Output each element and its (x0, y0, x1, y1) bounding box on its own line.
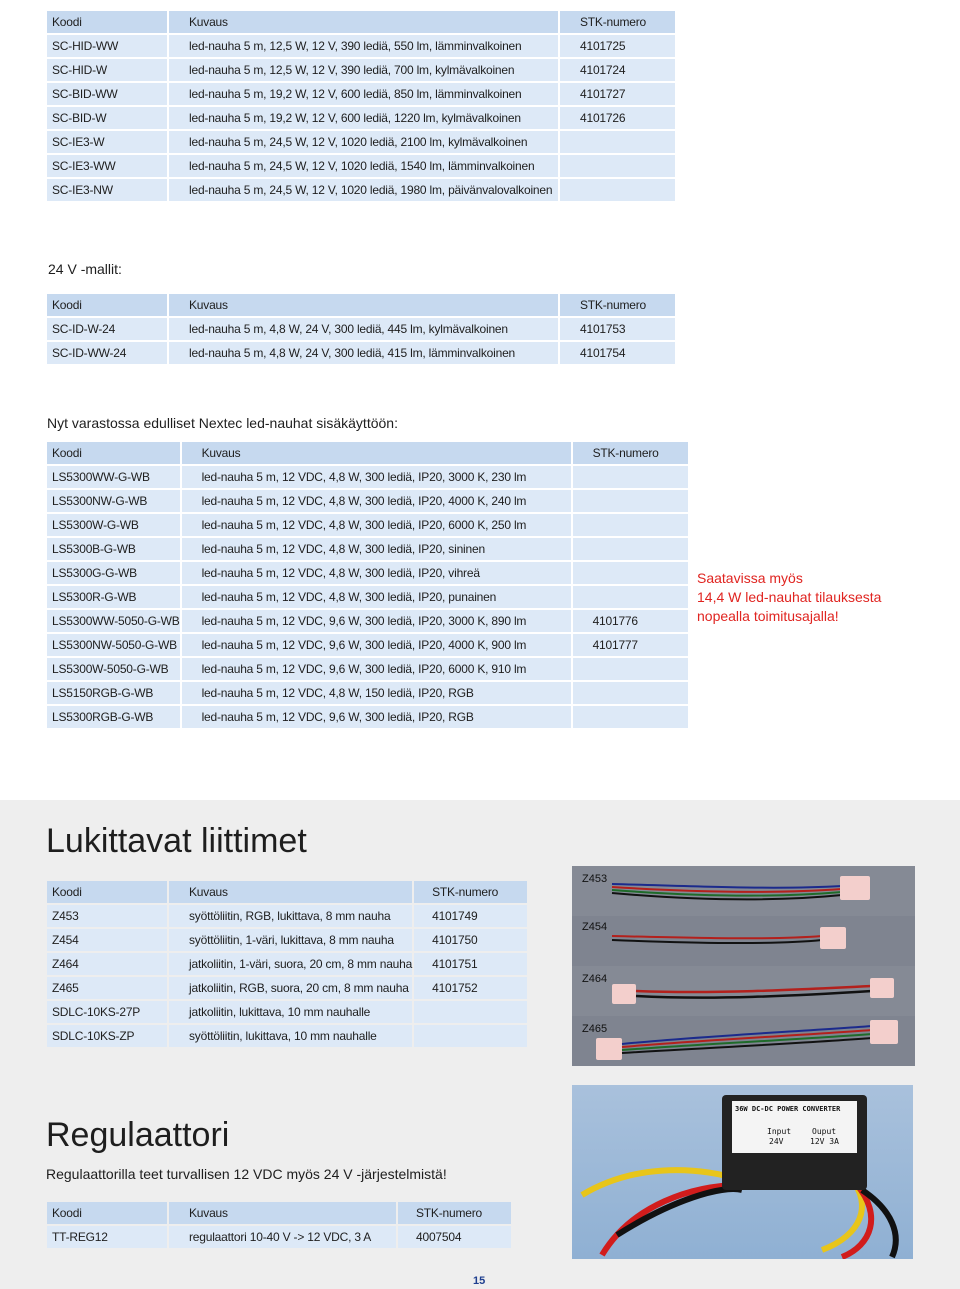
cell-code: LS5300G-G-WB (47, 562, 180, 584)
cell-num (560, 179, 675, 201)
cell-code: SDLC-10KS-ZP (47, 1025, 167, 1047)
cell-code: SC-IE3-W (47, 131, 167, 153)
cell-desc: led-nauha 5 m, 24,5 W, 12 V, 1020 lediä, 1540 lm, lämminvalkoinen (169, 155, 558, 177)
cell-code: LS5300WW-5050-G-WB (47, 610, 180, 632)
photo-label-z464: Z464 (582, 973, 608, 985)
table-row (47, 634, 688, 656)
table-row (47, 342, 675, 364)
device-label-input: Input (767, 1127, 792, 1136)
cell-desc: syöttöliitin, lukittava, 10 mm nauhalle (169, 1025, 412, 1047)
cell-code: LS5300RGB-G-WB (47, 706, 180, 728)
cell-num: 4101777 (573, 634, 688, 656)
header-num: STK-numero (560, 11, 675, 33)
regulator-title: Regulaattori (46, 1116, 230, 1154)
table-row (47, 131, 675, 153)
connector-plug (870, 978, 894, 998)
section-title-24v: 24 V -mallit: (48, 261, 122, 277)
table-row (47, 953, 527, 975)
table-row (47, 658, 688, 680)
cell-num: 4101750 (414, 929, 527, 951)
cell-code: SC-HID-W (47, 59, 167, 81)
cell-desc: syöttöliitin, 1-väri, lukittava, 8 mm nauha (169, 929, 412, 951)
header-num: STK-numero (573, 442, 688, 464)
cell-desc: led-nauha 5 m, 12 VDC, 4,8 W, 300 lediä, IP20, sininen (182, 538, 571, 560)
cell-desc: led-nauha 5 m, 12 VDC, 4,8 W, 300 lediä, IP20, 4000 K, 240 lm (182, 490, 571, 512)
cell-num: 4007504 (398, 1226, 511, 1248)
cell-num: 4101725 (560, 35, 675, 57)
table-row (47, 155, 675, 177)
table-connectors (45, 879, 529, 1049)
availability-note (697, 569, 881, 626)
cell-code: LS5300B-G-WB (47, 538, 180, 560)
table-row (47, 514, 688, 536)
device-label-input-value: 24V (769, 1137, 784, 1146)
photo-label-z453: Z453 (582, 873, 608, 885)
device-label-output-value: 12V 3A (810, 1137, 839, 1146)
table-header (47, 881, 527, 903)
cell-num: 4101724 (560, 59, 675, 81)
table-row (47, 318, 675, 340)
cell-code: LS5300W-5050-G-WB (47, 658, 180, 680)
cell-num (573, 466, 688, 488)
table-row (47, 905, 527, 927)
cell-num: 4101727 (560, 83, 675, 105)
cell-desc: led-nauha 5 m, 4,8 W, 24 V, 300 lediä, 445 lm, kylmävalkoinen (169, 318, 558, 340)
table-header (47, 442, 688, 464)
cell-num: 4101776 (573, 610, 688, 632)
cell-code: Z465 (47, 977, 167, 999)
header-desc: Kuvaus (169, 294, 558, 316)
cell-code: LS5150RGB-G-WB (47, 682, 180, 704)
table-regulator (45, 1200, 513, 1250)
header-num: STK-numero (560, 294, 675, 316)
table-row (47, 35, 675, 57)
table-row (47, 179, 675, 201)
connector-plug (596, 1038, 622, 1060)
table-12v (45, 9, 677, 203)
device-label-title: 36W DC-DC POWER CONVERTER (735, 1105, 841, 1113)
table-header (47, 294, 675, 316)
cell-num (573, 706, 688, 728)
header-code: Koodi (47, 294, 167, 316)
connector-cables-image (572, 866, 915, 1066)
photo-label-z454: Z454 (582, 921, 608, 933)
cell-desc: led-nauha 5 m, 12 VDC, 4,8 W, 300 lediä, IP20, punainen (182, 586, 571, 608)
cell-desc: led-nauha 5 m, 12 VDC, 9,6 W, 300 lediä, IP20, 4000 K, 900 lm (182, 634, 571, 656)
header-num: STK-numero (414, 881, 527, 903)
cell-desc: regulaattori 10-40 V -> 12 VDC, 3 A (169, 1226, 396, 1248)
device-label-output: Ouput (812, 1127, 837, 1136)
table-row (47, 929, 527, 951)
cell-num (573, 514, 688, 536)
cell-desc: jatkoliitin, lukittava, 10 mm nauhalle (169, 1001, 412, 1023)
cell-code: LS5300WW-G-WB (47, 466, 180, 488)
cell-code: SC-BID-WW (47, 83, 167, 105)
header-code: Koodi (47, 11, 167, 33)
cell-desc: jatkoliitin, 1-väri, suora, 20 cm, 8 mm nauha (169, 953, 412, 975)
table-row (47, 538, 688, 560)
cell-desc: led-nauha 5 m, 4,8 W, 24 V, 300 lediä, 415 lm, lämminvalkoinen (169, 342, 558, 364)
table-row (47, 83, 675, 105)
cell-num: 4101751 (414, 953, 527, 975)
cell-code: LS5300R-G-WB (47, 586, 180, 608)
cell-desc: led-nauha 5 m, 12 VDC, 9,6 W, 300 lediä, IP20, 3000 K, 890 lm (182, 610, 571, 632)
cell-desc: led-nauha 5 m, 12 VDC, 9,6 W, 300 lediä, IP20, 6000 K, 910 lm (182, 658, 571, 680)
table-nextec (45, 440, 690, 730)
cell-num (414, 1025, 527, 1047)
header-desc: Kuvaus (169, 881, 412, 903)
cell-num (573, 682, 688, 704)
table-row (47, 490, 688, 512)
regulator-photo (572, 1085, 913, 1259)
cell-desc: led-nauha 5 m, 12,5 W, 12 V, 390 lediä, 550 lm, lämminvalkoinen (169, 35, 558, 57)
header-desc: Kuvaus (169, 1202, 396, 1224)
table-row (47, 1001, 527, 1023)
cell-desc: led-nauha 5 m, 12 VDC, 9,6 W, 300 lediä, IP20, RGB (182, 706, 571, 728)
header-code: Koodi (47, 1202, 167, 1224)
cell-code: LS5300NW-G-WB (47, 490, 180, 512)
cell-code: Z454 (47, 929, 167, 951)
photo-band (572, 1016, 915, 1066)
cell-desc: jatkoliitin, RGB, suora, 20 cm, 8 mm nauha (169, 977, 412, 999)
cell-num (560, 155, 675, 177)
table-row (47, 107, 675, 129)
wire-red (602, 1185, 742, 1255)
cell-desc: led-nauha 5 m, 24,5 W, 12 V, 1020 lediä, 2100 lm, kylmävalkoinen (169, 131, 558, 153)
cell-num: 4101749 (414, 905, 527, 927)
connectors-title: Lukittavat liittimet (46, 822, 307, 860)
section-title-nextec: Nyt varastossa edulliset Nextec led-nauhat sisäkäyttöön: (47, 415, 398, 431)
cell-code: SC-BID-W (47, 107, 167, 129)
wire-yellow (822, 1180, 862, 1250)
cell-code: Z453 (47, 905, 167, 927)
table-row (47, 706, 688, 728)
table-24v (45, 292, 677, 366)
connectors-photo (572, 866, 915, 1066)
cell-num (573, 562, 688, 584)
table-row (47, 59, 675, 81)
table-row (47, 977, 527, 999)
cell-desc: led-nauha 5 m, 12 VDC, 4,8 W, 300 lediä, IP20, 6000 K, 250 lm (182, 514, 571, 536)
cell-code: SDLC-10KS-27P (47, 1001, 167, 1023)
header-num: STK-numero (398, 1202, 511, 1224)
table-row (47, 586, 688, 608)
cell-code: Z464 (47, 953, 167, 975)
page-number: 15 (473, 1275, 486, 1287)
connector-plug (612, 984, 636, 1004)
note-line: nopealla toimitusajalla! (697, 608, 839, 624)
regulator-subtitle: Regulaattorilla teet turvallisen 12 VDC myös 24 V -järjestelmistä! (46, 1166, 447, 1182)
cell-code: SC-IE3-WW (47, 155, 167, 177)
connector-plug (820, 927, 846, 949)
table-row (47, 682, 688, 704)
cell-num (560, 131, 675, 153)
cell-code: TT-REG12 (47, 1226, 167, 1248)
cell-desc: syöttöliitin, RGB, lukittava, 8 mm nauha (169, 905, 412, 927)
cell-num: 4101753 (560, 318, 675, 340)
note-line: 14,4 W led-nauhat tilauksesta (697, 589, 882, 605)
cell-desc: led-nauha 5 m, 19,2 W, 12 V, 600 lediä, 850 lm, lämminvalkoinen (169, 83, 558, 105)
cell-num: 4101726 (560, 107, 675, 129)
cell-num (573, 658, 688, 680)
connector-plug (870, 1020, 898, 1044)
cell-desc: led-nauha 5 m, 12 VDC, 4,8 W, 300 lediä, IP20, 3000 K, 230 lm (182, 466, 571, 488)
header-desc: Kuvaus (182, 442, 571, 464)
cell-desc: led-nauha 5 m, 12,5 W, 12 V, 390 lediä, 700 lm, kylmävalkoinen (169, 59, 558, 81)
table-row (47, 1226, 511, 1248)
header-code: Koodi (47, 442, 180, 464)
table-row (47, 610, 688, 632)
table-header (47, 1202, 511, 1224)
cell-desc: led-nauha 5 m, 12 VDC, 4,8 W, 300 lediä, IP20, vihreä (182, 562, 571, 584)
cell-num (573, 538, 688, 560)
cell-desc: led-nauha 5 m, 12 VDC, 4,8 W, 150 lediä, IP20, RGB (182, 682, 571, 704)
connector-plug (840, 876, 870, 900)
cell-code: SC-ID-WW-24 (47, 342, 167, 364)
cell-desc: led-nauha 5 m, 19,2 W, 12 V, 600 lediä, 1220 lm, kylmävalkoinen (169, 107, 558, 129)
cell-code: LS5300NW-5050-G-WB (47, 634, 180, 656)
cell-num (573, 586, 688, 608)
cell-num (414, 1001, 527, 1023)
table-row (47, 466, 688, 488)
photo-label-z465: Z465 (582, 1023, 608, 1035)
cell-code: SC-ID-W-24 (47, 318, 167, 340)
header-desc: Kuvaus (169, 11, 558, 33)
table-row (47, 1025, 527, 1047)
cell-code: LS5300W-G-WB (47, 514, 180, 536)
cell-num (573, 490, 688, 512)
cell-desc: led-nauha 5 m, 24,5 W, 12 V, 1020 lediä, 1980 lm, päivänvalovalkoinen (169, 179, 558, 201)
cell-num: 4101752 (414, 977, 527, 999)
cell-num: 4101754 (560, 342, 675, 364)
cell-code: SC-HID-WW (47, 35, 167, 57)
table-header (47, 11, 675, 33)
note-line: Saatavissa myös (697, 570, 803, 586)
cell-code: SC-IE3-NW (47, 179, 167, 201)
header-code: Koodi (47, 881, 167, 903)
table-row (47, 562, 688, 584)
